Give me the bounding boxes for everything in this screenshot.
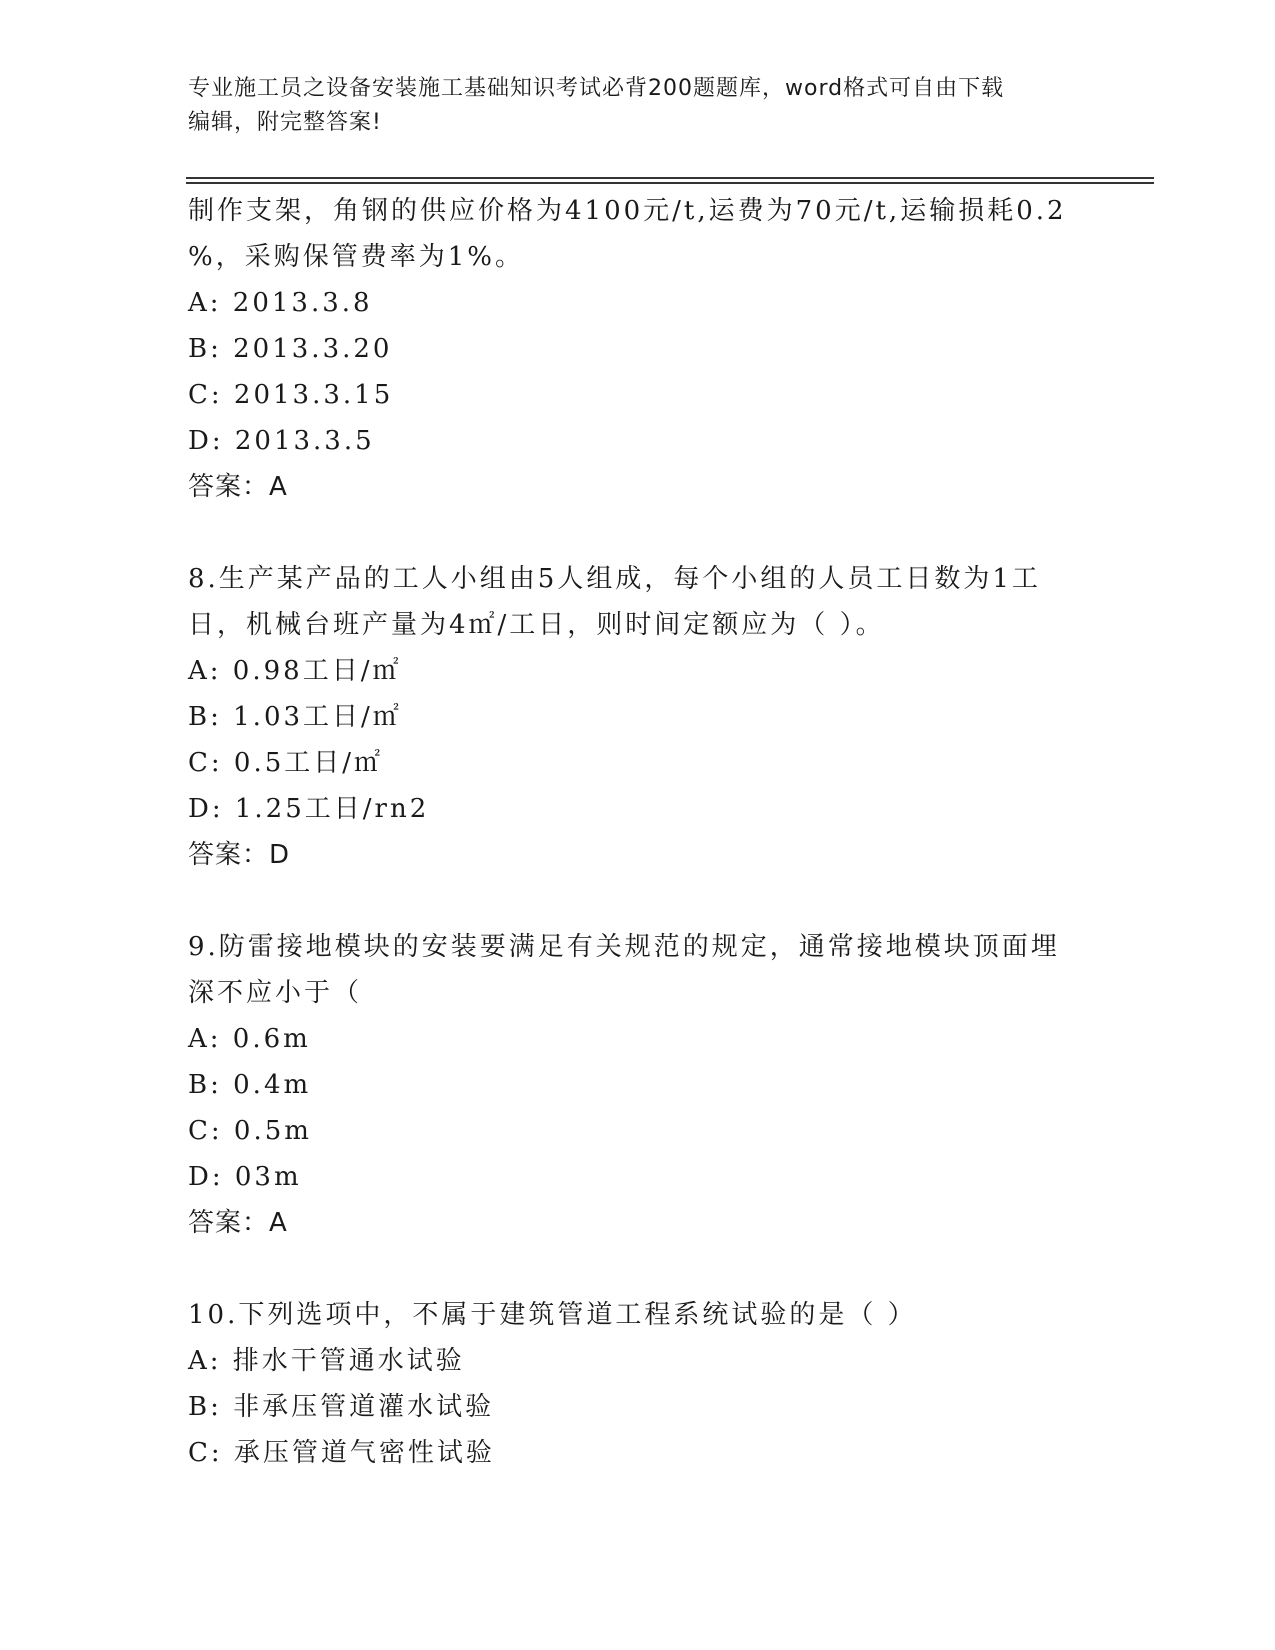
- option-c: C: 0.5m: [188, 1116, 312, 1146]
- option-d: D: 1.25工日/rn2: [188, 794, 430, 824]
- question-text-line: %，采购保管费率为1%。: [188, 242, 524, 272]
- answer-line: 答案：A: [188, 1208, 288, 1238]
- option-c: C: 2013.3.15: [188, 380, 394, 410]
- document-header: [188, 72, 1088, 140]
- header-line-1: 专业施工员之设备安装施工基础知识考试必背200题题库，word格式可自由下载: [188, 76, 1005, 101]
- option-c: C: 承压管道气密性试验: [188, 1438, 495, 1468]
- answer-line: 答案：A: [188, 472, 288, 502]
- question-text-line: 9.防雷接地模块的安装要满足有关规范的规定，通常接地模块顶面埋: [188, 932, 1060, 962]
- question-text-line: 10.下列选项中，不属于建筑管道工程系统试验的是（ ）: [188, 1300, 917, 1330]
- option-b: B: 2013.3.20: [188, 334, 393, 364]
- option-b: B: 非承压管道灌水试验: [188, 1392, 495, 1422]
- question-content: [188, 188, 1088, 1476]
- spacer: [188, 878, 1088, 924]
- option-b: B: 0.4m: [188, 1070, 312, 1100]
- option-a: A: 0.98工日/㎡: [188, 656, 402, 686]
- header-divider-bottom: [186, 182, 1154, 184]
- question-8: [188, 556, 1088, 878]
- option-c: C: 0.5工日/㎡: [188, 748, 384, 778]
- header-divider-top: [186, 177, 1154, 179]
- question-text-line: 日，机械台班产量为4㎡/工日，则时间定额应为（ ）。: [188, 610, 885, 640]
- question-text-line: 深不应小于（: [188, 978, 363, 1008]
- question-text-line: 制作支架，角钢的供应价格为4100元/t,运费为70元/t,运输损耗0.2: [188, 196, 1067, 226]
- option-d: D: 03m: [188, 1162, 302, 1192]
- question-7: [188, 188, 1088, 510]
- option-d: D: 2013.3.5: [188, 426, 375, 456]
- spacer: [188, 510, 1088, 556]
- question-9: [188, 924, 1088, 1246]
- spacer: [188, 1246, 1088, 1292]
- answer-line: 答案：D: [188, 840, 291, 870]
- option-b: B: 1.03工日/㎡: [188, 702, 402, 732]
- option-a: A: 0.6m: [188, 1024, 311, 1054]
- header-line-2: 编辑，附完整答案!: [188, 110, 382, 135]
- question-text-line: 8.生产某产品的工人小组由5人组成，每个小组的人员工日数为1工: [188, 564, 1041, 594]
- option-a: A: 2013.3.8: [188, 288, 373, 318]
- question-10: [188, 1292, 1088, 1476]
- option-a: A: 排水干管通水试验: [188, 1346, 465, 1376]
